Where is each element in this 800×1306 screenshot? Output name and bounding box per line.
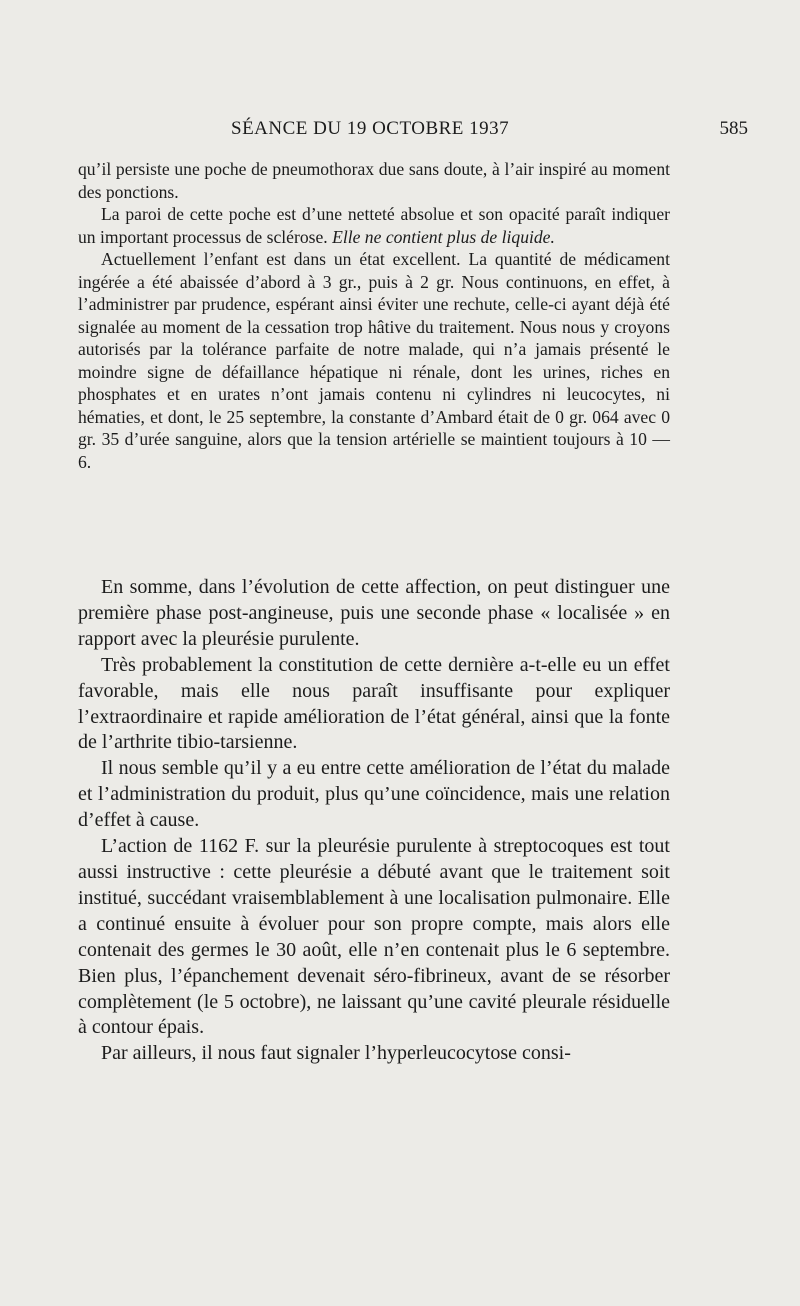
discussion-section bbox=[78, 575, 670, 1067]
paragraph-continuation: qu’il persiste une poche de pneumothorax due sans doute, à l’air inspiré au moment des ponctions. bbox=[78, 159, 670, 202]
header-title: SÉANCE DU 19 OCTOBRE 1937 bbox=[231, 118, 510, 139]
paragraph-action-1162f: L’action de 1162 F. sur la pleurésie purulente à streptocoques est tout aussi instructive : cette pleurésie a débuté avant que le traitement soit institué, succédant vraisemblablement à une localisation pulmonaire. Elle a continué ensuite à évoluer pour son propre compte, mais alors elle contenait des germes le 30 août, elle n’en contenait plus le 6 septembre. Bien plus, l’épanchement devenait séro-fibrineux, avant de se résorber complètement (le 5 octobre), ne laissant qu’une cavité pleurale résiduelle à contour épais. bbox=[78, 835, 670, 1039]
paragraph-hyperleucocytosis: Par ailleurs, il nous faut signaler l’hyperleucocytose consi- bbox=[101, 1042, 571, 1065]
italic-note: Elle ne contient plus de liquide. bbox=[332, 226, 555, 247]
paragraph-current-state: Actuellement l’enfant est dans un état excellent. La quantité de médicament ingérée a été abaissée d’abord à 3 gr., puis à 2 gr. Nous continuons, en effet, à l’administrer par prudence, espérant ainsi éviter une rechute, celle-ci ayant déjà été signalée au moment de la cessation trop hâtive du traitement. Nous nous y croyons autorisés par la tolérance parfaite de notre malade, qui n’a jamais présenté le moindre signe de défaillance hépatique ni rénale, dont les urines, riches en phosphates et en urates n’ont jamais contenu ni cylindres ni leucocytes, ni hématies, et dont, le 25 septembre, la constante d’Ambard était de 0 gr. 064 avec 0 gr. 35 d’urée sanguine, alors que la tension artérielle se maintient toujours à 10 — 6. bbox=[78, 249, 670, 472]
paragraph-pleural-pocket bbox=[78, 203, 670, 248]
small-print-section bbox=[78, 158, 670, 473]
running-header bbox=[78, 118, 748, 142]
paragraph-relation: Il nous semble qu’il y a eu entre cette amélioration de l’état du malade et l’administration du produit, plus qu’une coïncidence, mais une relation d’effet à cause. bbox=[78, 757, 670, 832]
page-number: 585 bbox=[719, 118, 748, 139]
paragraph-probable-cause: Très probablement la constitution de cette dernière a-t-elle eu un effet favorable, mais elle nous paraît insuffisante pour expliquer l’extraordinaire et rapide amélioration de l’état général, ainsi que la fonte de l’arthrite tibio-tarsienne. bbox=[78, 653, 670, 754]
paragraph-summary: En somme, dans l’évolution de cette affection, on peut distinguer une première phase post-angineuse, puis une seconde phase « localisée » en rapport avec la pleurésie purulente. bbox=[78, 576, 670, 650]
paragraph-text: La paroi de cette poche est d’une netteté absolue et son opacité paraît indiquer un important processus de sclérose. bbox=[78, 204, 670, 247]
